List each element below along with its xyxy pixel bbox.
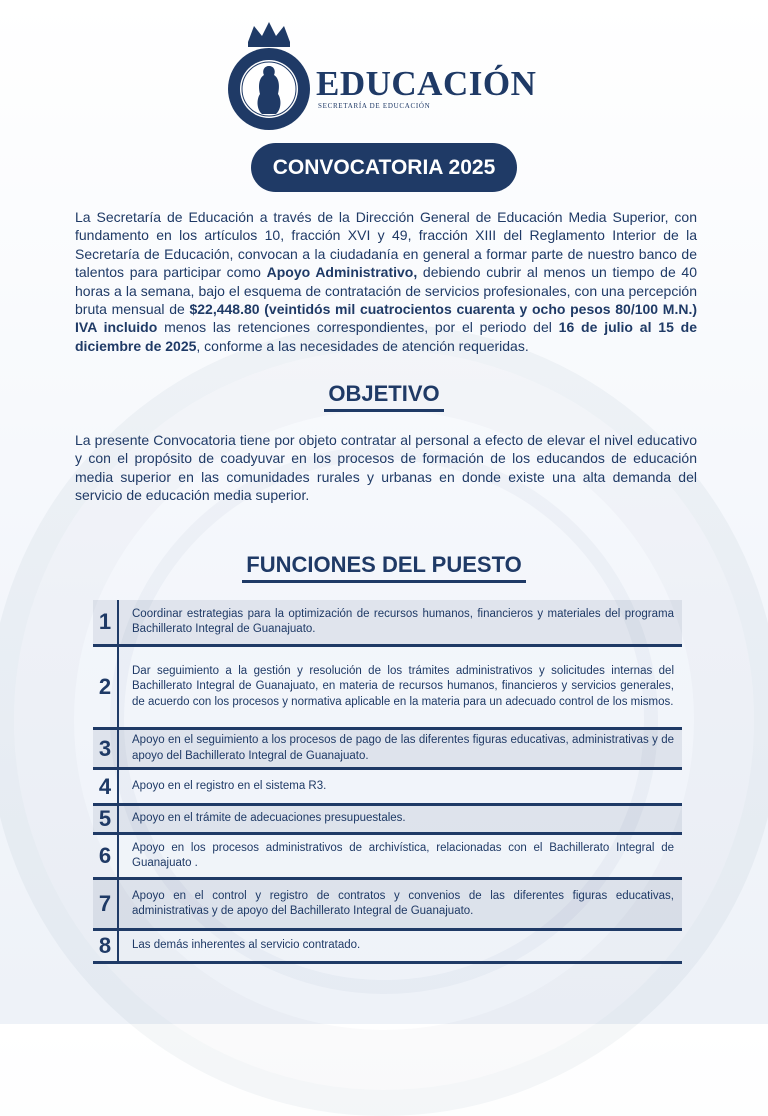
- row-text-cell: [119, 880, 682, 928]
- objetivo-title: OBJETIVO: [324, 381, 443, 412]
- row-text: Apoyo en el seguimiento a los procesos de pago de las diferentes figuras educativas, administrativas y de apoyo del Bachillerato Integral de Guanajuato.: [132, 734, 674, 762]
- row-text-cell: [119, 730, 682, 767]
- objetivo-paragraph: La presente Convocatoria tiene por objeto contratar al personal a efecto de elevar el nivel educativo y con el propósito de coadyuvar en los procesos de formación de los educandos de educación media superior en las comunidades rurales y urbanas en donde existe una alta demanda del servicio de educación media superior.: [75, 432, 697, 504]
- row-text-cell: [119, 931, 682, 961]
- table-row: [93, 600, 682, 647]
- table-row: [93, 835, 682, 880]
- funciones-heading: [0, 552, 768, 583]
- table-row: [93, 806, 682, 835]
- row-text-cell: [119, 806, 682, 832]
- convocatoria-banner: CONVOCATORIA 2025: [251, 143, 517, 192]
- row-text-cell: [119, 770, 682, 803]
- intro-text-2: debiendo cubrir al menos un tiempo de 40 horas a la semana, bajo el esquema de contratación de servicios profesionales, con una percepción bruta mensual de: [75, 264, 697, 318]
- brand-subtitle: SECRETARÍA DE EDUCACIÓN: [318, 102, 431, 110]
- brand-title: EDUCACIÓN: [316, 64, 537, 103]
- row-text-cell: [119, 835, 682, 877]
- row-text: Dar seguimiento a la gestión y resolución de los trámites administrativos y solicitudes internas del Bachillerato Integral de Guanajuato, en materia de recursos humanos, financieros y servicios generales, de acuerdo con los procesos y normativa aplicable en la materia para un adecuado control de los mismos.: [132, 664, 674, 708]
- table-row: [93, 880, 682, 931]
- row-text-cell: [119, 647, 682, 727]
- row-number: 2: [93, 647, 119, 727]
- row-text: Apoyo en los procesos administrativos de archivística, relacionadas con el Bachillerato Integral de Guanajuato .: [132, 841, 674, 869]
- row-text: Apoyo en el control y registro de contratos y convenios de las diferentes figuras educativas, administrativas y de apoyo del Bachillerato Integral de Guanajuato.: [132, 889, 674, 917]
- row-number: 5: [93, 806, 119, 832]
- table-row: [93, 770, 682, 806]
- intro-salary: $22,448.80 (veintidós mil cuatrocientos cuarenta y ocho pesos 80/100 M.N.) IVA incluido: [75, 301, 697, 336]
- row-text: Las demás inherentes al servicio contratado.: [132, 939, 361, 952]
- row-number: 8: [93, 931, 119, 961]
- table-row: [93, 647, 682, 730]
- row-text: Apoyo en el registro en el sistema R3.: [132, 779, 327, 792]
- row-number: 3: [93, 730, 119, 767]
- objetivo-heading: [0, 381, 768, 412]
- row-text-cell: [119, 600, 682, 644]
- intro-paragraph: [75, 208, 697, 355]
- row-text: Apoyo en el trámite de adecuaciones presupuestales.: [132, 812, 406, 825]
- intro-role: Apoyo Administrativo,: [266, 264, 418, 281]
- intro-period: 16 de julio al 15 de diciembre de 2025: [75, 319, 697, 354]
- table-row: [93, 931, 682, 964]
- row-text: Coordinar estrategias para la optimización de recursos humanos, financieros y materiales del programa Bachillerato Integral de Guanajuato.: [132, 607, 674, 635]
- intro-text-4: , conforme a las necesidades de atención requeridas.: [196, 337, 529, 354]
- table-row: [93, 730, 682, 770]
- row-number: 7: [93, 880, 119, 928]
- row-number: 4: [93, 770, 119, 803]
- funciones-table: [93, 600, 682, 964]
- header-logo: [226, 20, 556, 132]
- row-number: 1: [93, 600, 119, 644]
- guanajuato-seal-icon: [226, 20, 312, 132]
- intro-text-1: La Secretaría de Educación a través de la Dirección General de Educación Media Superior, con fundamento en los artículos 10, fracción XVI y 49, fracción XIII del Reglamento Interior de la Secretaría de Educación, convocan a la ciudadanía en general a formar parte de nuestro banco de talentos para participar como: [75, 209, 697, 281]
- funciones-title: FUNCIONES DEL PUESTO: [242, 552, 525, 583]
- intro-text-3: menos las retenciones correspondientes, por el periodo del: [157, 319, 559, 336]
- row-number: 6: [93, 835, 119, 877]
